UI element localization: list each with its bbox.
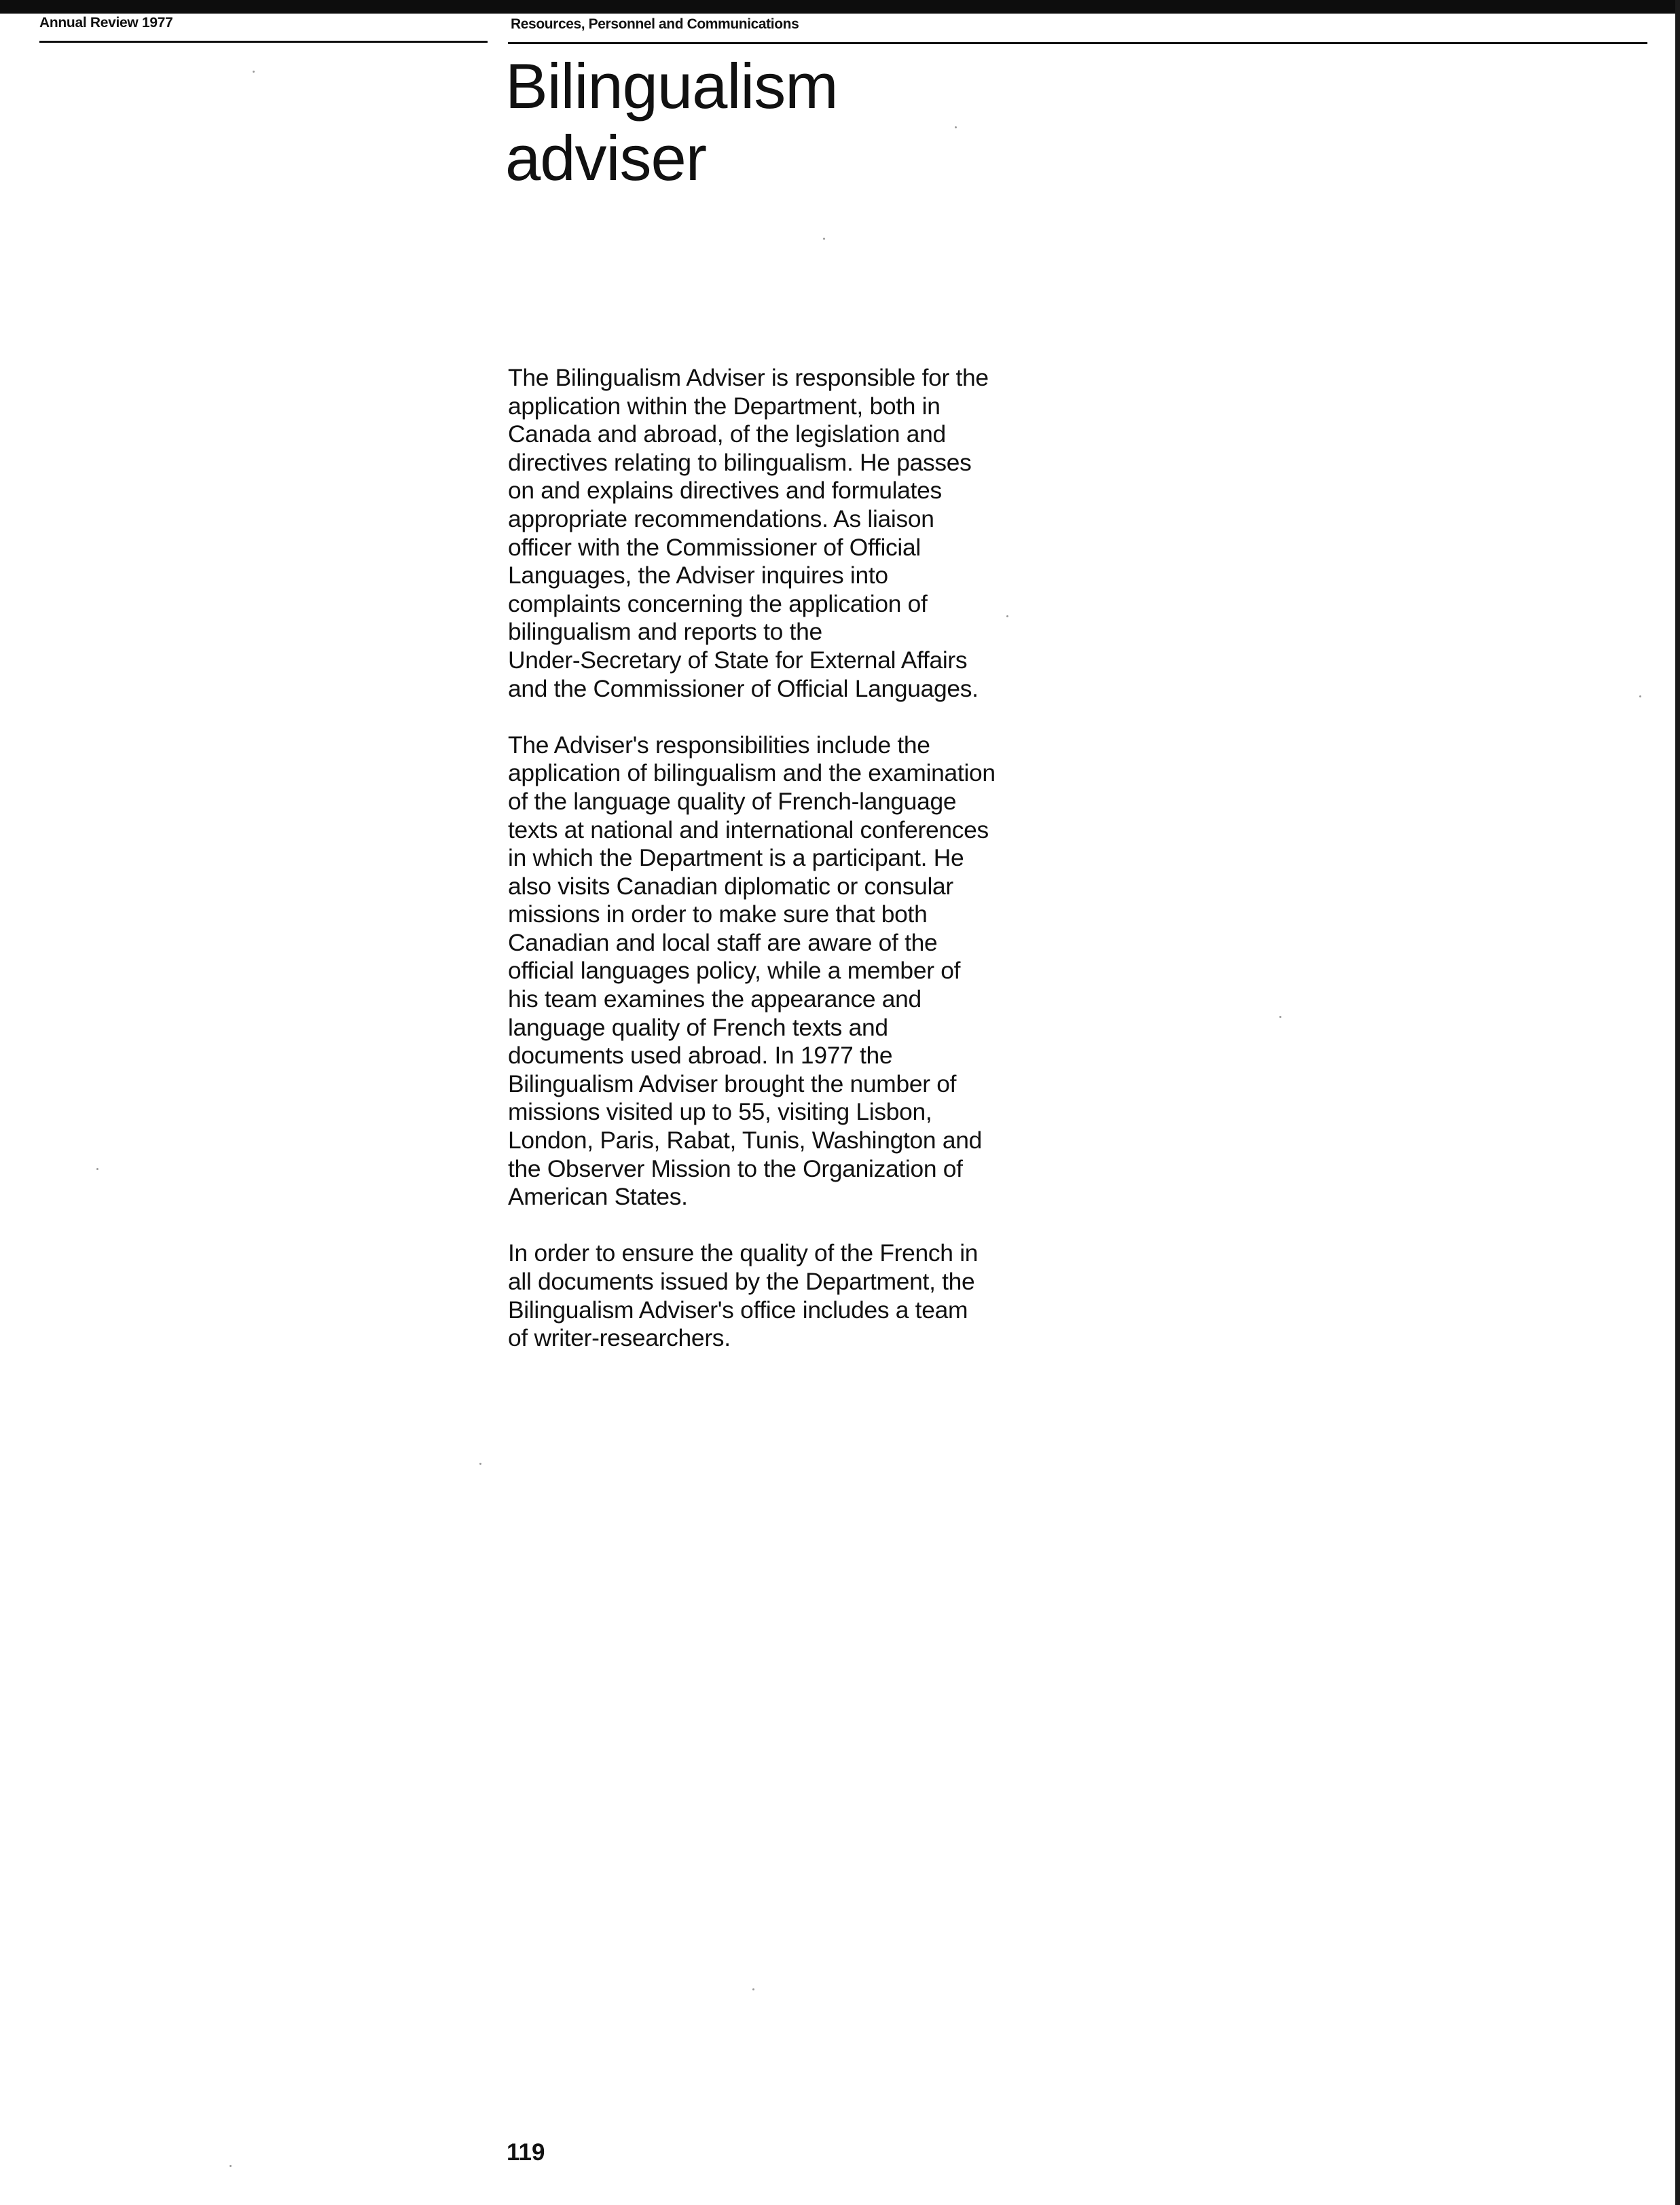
page-title-line-2: adviser: [505, 122, 707, 194]
text-line: missions in order to make sure that both: [508, 900, 928, 928]
scan-right-border: [1675, 0, 1680, 2205]
text-line: bilingualism and reports to the: [508, 618, 822, 646]
scan-speck: [955, 126, 957, 128]
paragraph-responsibilities: [508, 364, 1065, 703]
text-line: Languages, the Adviser inquires into: [508, 562, 888, 589]
text-line: Under-Secretary of State for External Affairs: [508, 646, 968, 674]
body-text: [508, 364, 1065, 1381]
text-line: also visits Canadian diplomatic or consular: [508, 872, 953, 900]
text-line: London, Paris, Rabat, Tunis, Washington and: [508, 1127, 982, 1154]
scan-speck: [1639, 695, 1641, 697]
scan-speck: [752, 1988, 754, 1990]
scan-speck: [823, 238, 825, 240]
text-line: and the Commissioner of Official Languages.: [508, 674, 979, 702]
paragraph-missions: [508, 731, 1065, 1211]
text-line: officer with the Commissioner of Official: [508, 533, 921, 561]
text-line: on and explains directives and formulates: [508, 477, 942, 505]
text-line: application within the Department, both in: [508, 392, 941, 420]
text-line: application of bilingualism and the examination: [508, 759, 996, 787]
text-line: in which the Department is a participant. He: [508, 844, 964, 872]
text-line: the Observer Mission to the Organization of: [508, 1154, 963, 1182]
paragraph-writer-researchers: [508, 1239, 1065, 1352]
scan-speck: [96, 1168, 98, 1170]
text-line: texts at national and international conferences: [508, 816, 989, 843]
text-line: his team examines the appearance and: [508, 985, 921, 1013]
text-line: appropriate recommendations. As liaison: [508, 505, 934, 532]
page-title-line-1: Bilingualism: [505, 50, 838, 122]
scan-speck: [1279, 1016, 1281, 1018]
scan-speck: [253, 71, 255, 73]
header-rule-left: [39, 41, 488, 43]
page-title: [505, 50, 838, 194]
scan-speck: [230, 2165, 232, 2167]
text-line: American States.: [508, 1183, 688, 1211]
text-line: language quality of French texts and: [508, 1013, 888, 1041]
page-number: 119: [507, 2139, 545, 2166]
text-line: directives relating to bilingualism. He passes: [508, 448, 972, 476]
text-line: The Adviser's responsibilities include the: [508, 731, 930, 759]
text-line: of the language quality of French-language: [508, 787, 957, 815]
text-line: official languages policy, while a member of: [508, 957, 961, 985]
running-head-publication: Annual Review 1977: [39, 15, 173, 31]
running-head-section: Resources, Personnel and Communications: [511, 16, 799, 32]
text-line: Bilingualism Adviser brought the number of: [508, 1070, 957, 1097]
text-line: The Bilingualism Adviser is responsible for the: [508, 364, 989, 391]
scan-speck: [479, 1463, 481, 1465]
text-line: of writer-researchers.: [508, 1324, 731, 1352]
scan-speck: [1006, 615, 1008, 617]
text-line: Canada and abroad, of the legislation and: [508, 420, 946, 448]
text-line: Bilingualism Adviser's office includes a team: [508, 1296, 968, 1324]
text-line: complaints concerning the application of: [508, 589, 928, 617]
text-line: missions visited up to 55, visiting Lisbon,: [508, 1098, 932, 1126]
text-line: In order to ensure the quality of the French in: [508, 1239, 979, 1267]
text-line: Canadian and local staff are aware of the: [508, 928, 938, 956]
scan-top-border: [0, 0, 1680, 14]
text-line: documents used abroad. In 1977 the: [508, 1042, 893, 1070]
header-rule-right: [508, 42, 1647, 44]
text-line: all documents issued by the Department, the: [508, 1268, 975, 1295]
